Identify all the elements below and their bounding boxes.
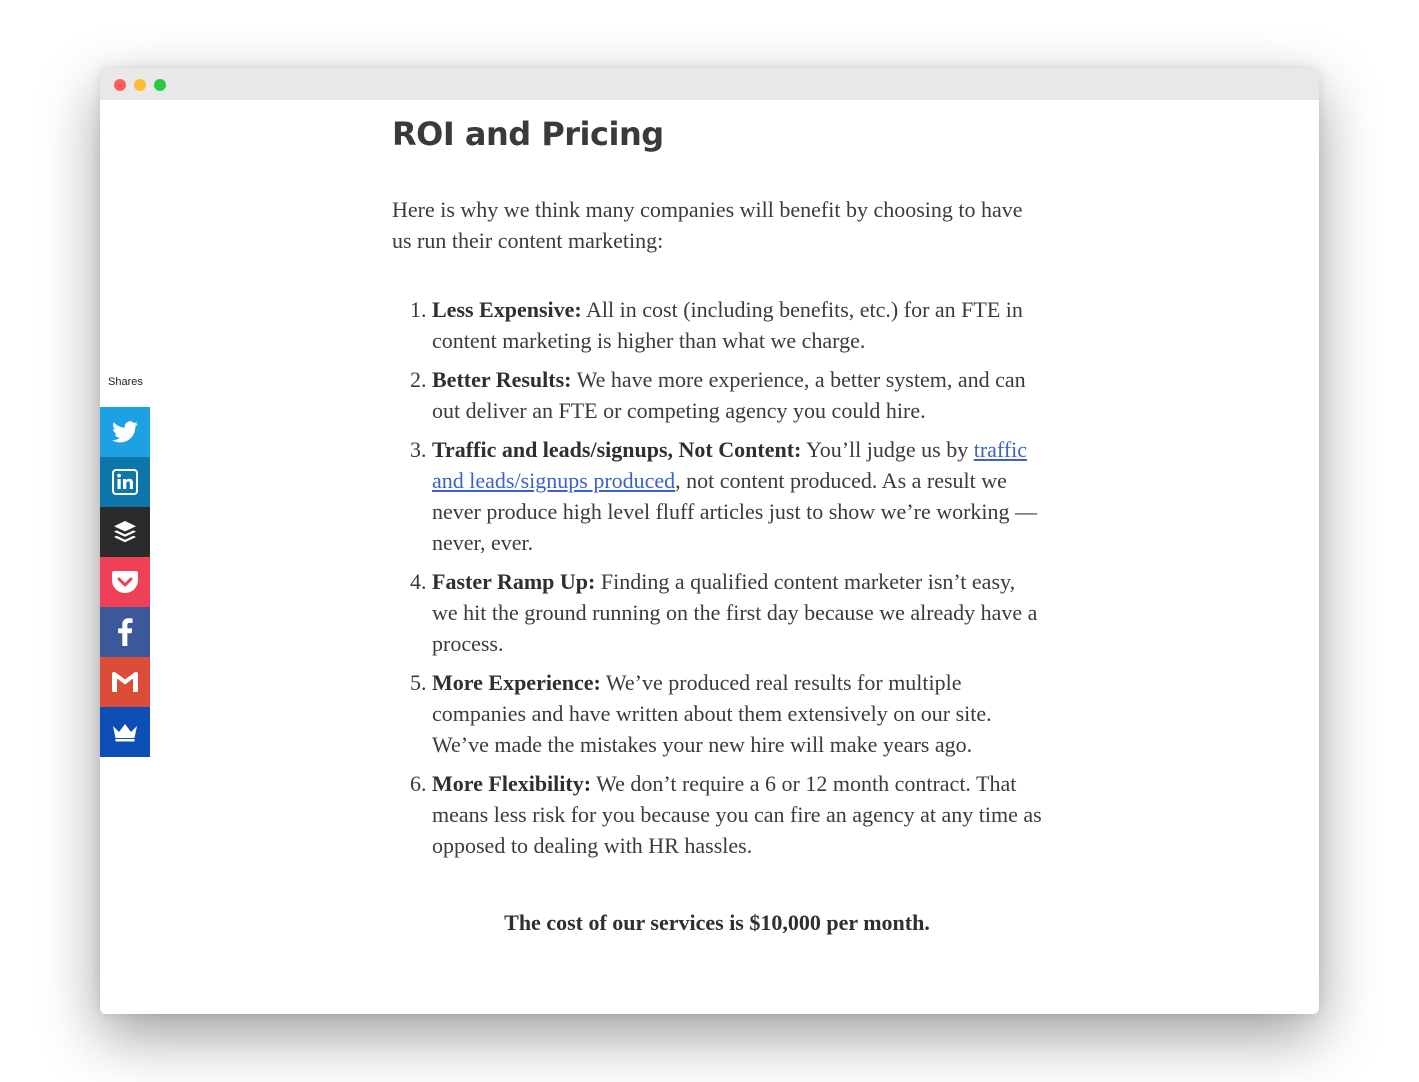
list-item xyxy=(432,768,1042,861)
list-item xyxy=(432,667,1042,760)
sumo-share-button[interactable] xyxy=(100,707,150,757)
list-item-heading: Better Results: xyxy=(432,367,572,392)
pocket-share-button[interactable] xyxy=(100,557,150,607)
list-item-heading: Faster Ramp Up: xyxy=(432,569,596,594)
pocket-icon xyxy=(111,569,139,595)
list-item-text: All in cost (including benefits, etc.) for an FTE in content marketing is higher than what we charge. xyxy=(432,297,1023,353)
price-statement: The cost of our services is $10,000 per month. xyxy=(504,910,930,935)
list-item-heading: Less Expensive: xyxy=(432,297,582,322)
list-item xyxy=(432,294,1042,356)
reasons-list xyxy=(392,294,1042,861)
list-item xyxy=(432,566,1042,659)
intro-paragraph: Here is why we think many companies will benefit by choosing to have us run their content marketing: xyxy=(392,197,1023,253)
list-item-text: We have more experience, a better system, and can out deliver an FTE or competing agency you could hire. xyxy=(432,367,1026,423)
window-titlebar xyxy=(100,68,1319,100)
list-item xyxy=(432,364,1042,426)
buffer-icon xyxy=(112,519,138,545)
crown-icon xyxy=(112,722,138,742)
page-title: ROI and Pricing xyxy=(392,115,664,153)
list-item-text: You’ll judge us by xyxy=(801,437,974,462)
list-item-heading: More Experience: xyxy=(432,670,601,695)
close-window-button[interactable] xyxy=(114,79,126,91)
share-sidebar xyxy=(100,407,150,757)
page-content xyxy=(100,100,1319,1014)
traffic-leads-link[interactable]: traffic and leads/signups produced xyxy=(432,437,1028,493)
twitter-icon xyxy=(112,421,138,443)
list-item-text: We’ve produced real results for multiple companies and have written about them extensively on our site. We’ve made the mistakes your new hire will make years ago. xyxy=(432,670,992,757)
gmail-icon xyxy=(111,671,139,693)
gmail-share-button[interactable] xyxy=(100,657,150,707)
zoom-window-button[interactable] xyxy=(154,79,166,91)
facebook-icon xyxy=(117,618,133,646)
linkedin-share-button[interactable] xyxy=(100,457,150,507)
linkedin-icon xyxy=(112,469,138,495)
shares-label: Shares xyxy=(108,376,143,388)
article-body xyxy=(392,100,1042,938)
twitter-share-button[interactable] xyxy=(100,407,150,457)
list-item xyxy=(432,434,1042,558)
list-item-text: We don’t require a 6 or 12 month contract. That means less risk for you because you can fire an agency at any time as opposed to dealing with HR hassles. xyxy=(432,771,1042,858)
minimize-window-button[interactable] xyxy=(134,79,146,91)
browser-window xyxy=(100,68,1319,1014)
list-item-heading: Traffic and leads/signups, Not Content: xyxy=(432,437,802,462)
buffer-share-button[interactable] xyxy=(100,507,150,557)
list-item-text: , not content produced. As a result we never produce high level fluff articles just to show we’re working — never, ever. xyxy=(432,468,1038,555)
list-item-heading: More Flexibility: xyxy=(432,771,592,796)
list-item-text: Finding a qualified content marketer isn’t easy, we hit the ground running on the first day because we already have a process. xyxy=(432,569,1038,656)
facebook-share-button[interactable] xyxy=(100,607,150,657)
